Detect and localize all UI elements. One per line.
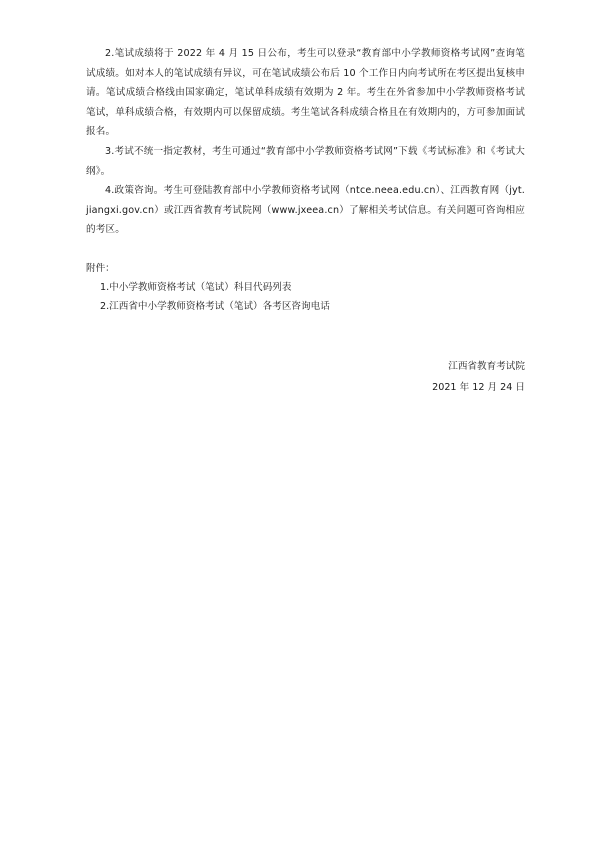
attachment-item-2: 2.江西省中小学教师资格考试（笔试）各考区咨询电话 bbox=[100, 300, 330, 312]
paragraph-score-release: 2.笔试成绩将于 2022 年 4 月 15 日公布，考生可以登录“教育部中小学教师资格考试网”查询笔试成绩。如对本人的笔试成绩有异议，可在笔试成绩公布后 10 个工作日内向考试所在考区提出复核申请。笔试成绩合格线由国家确定，笔试单科成绩有效期为 2 年。考生在外省参加中小学教师资格考试笔试，单科成绩合格，有效期内可以保留成绩。考生笔试各科成绩合格且在有效期内的，方可参加面试报名。 bbox=[86, 48, 525, 138]
issue-date: 2021 年 12 月 24 日 bbox=[432, 382, 525, 393]
paragraph-textbooks: 3.考试不统一指定教材，考生可通过“教育部中小学教师资格考试网”下载《考试标准》和《考试大纲》。 bbox=[86, 145, 525, 177]
issuing-organization: 江西省教育考试院 bbox=[448, 361, 525, 372]
attachments-title: 附件： bbox=[86, 262, 115, 274]
paragraph-policy-inquiry: 4.政策咨询。考生可登陆教育部中小学教师资格考试网（ntce.neea.edu.cn）、江西教育网（jyt.jiangxi.gov.cn）或江西省教育考试院网（www.jxeea.cn）了解相关考试信息。有关问题可咨询相应的考区。 bbox=[86, 185, 525, 236]
signoff-block bbox=[432, 356, 525, 398]
section-spacer bbox=[86, 240, 525, 259]
attachment-item-1: 1.中小学教师资格考试（笔试）科目代码列表 bbox=[100, 281, 292, 293]
document-body bbox=[86, 44, 525, 316]
